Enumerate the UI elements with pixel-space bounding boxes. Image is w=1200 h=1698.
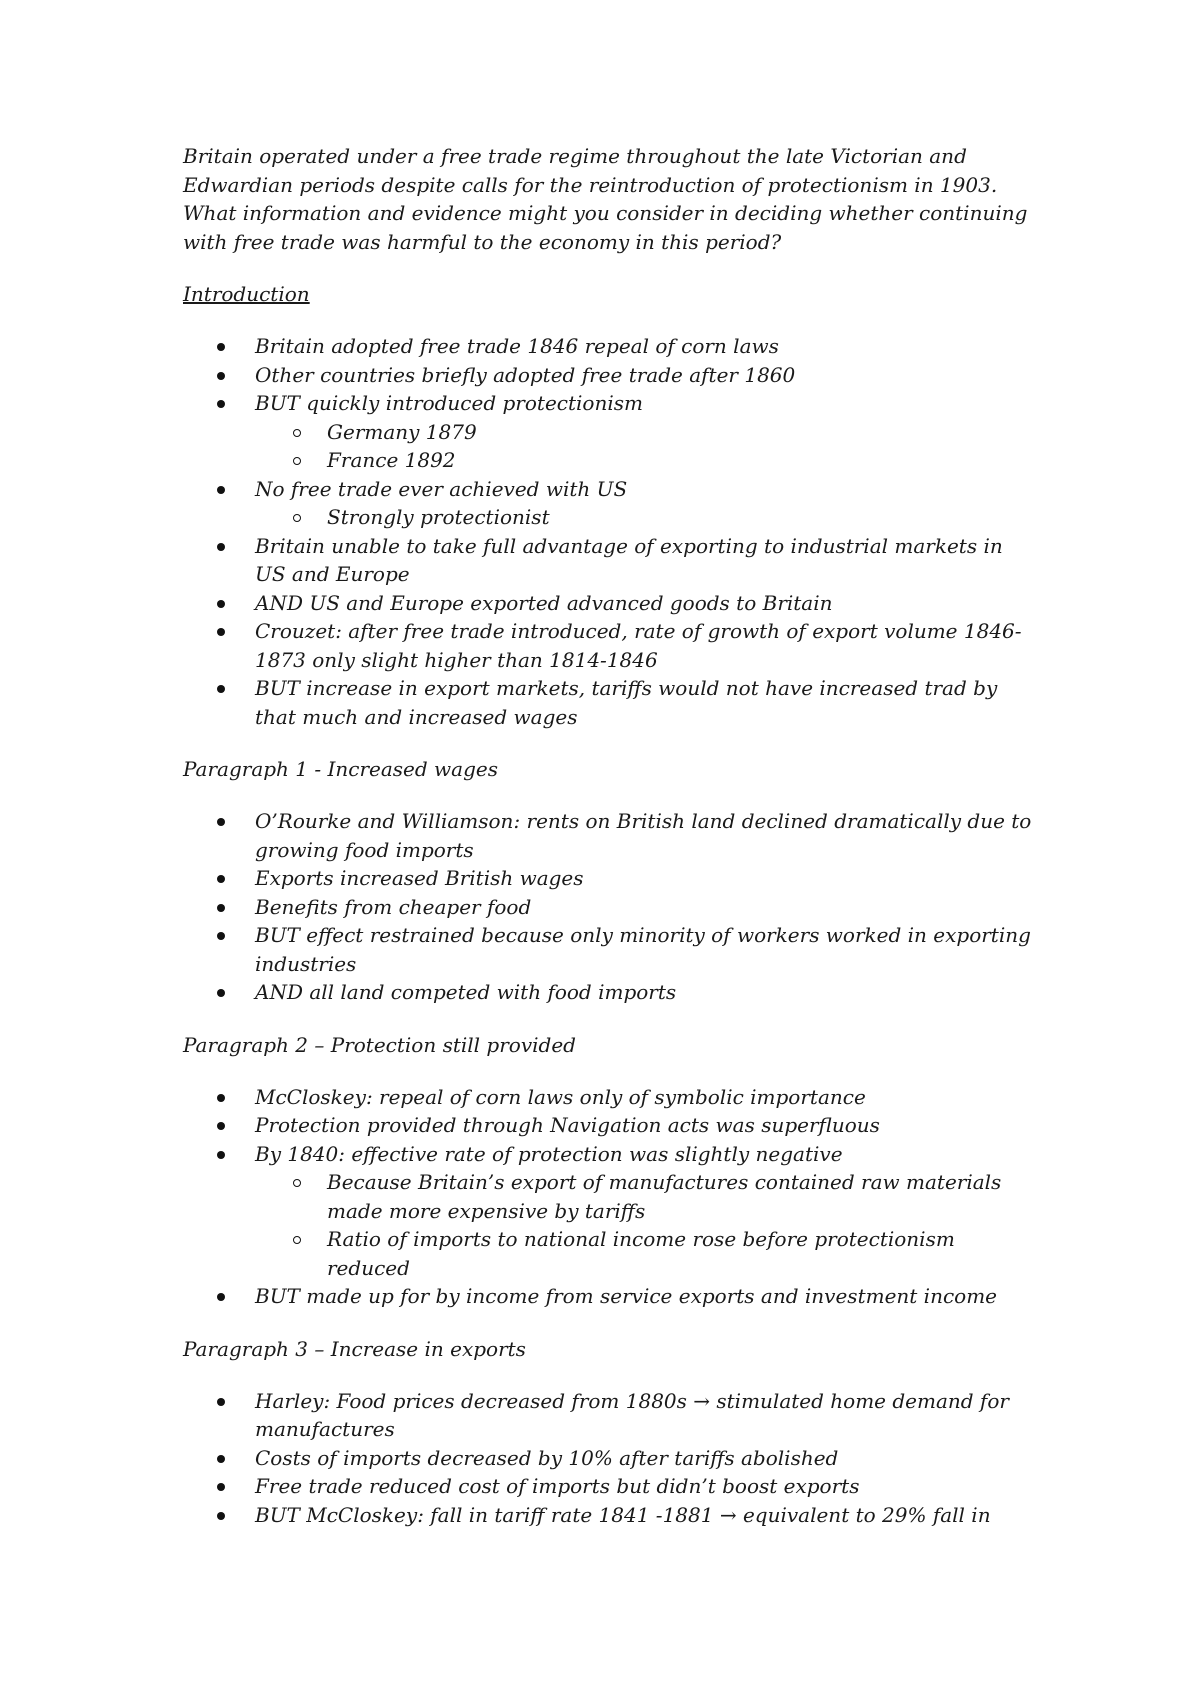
bullet-icon (217, 818, 225, 826)
list-item: O’Rourke and Williamson: rents on British land declined dramatically due to growing food imports (183, 807, 1033, 864)
paragraph1-heading: Paragraph 1 - Increased wages (183, 757, 498, 781)
document-page (183, 142, 1033, 1529)
sub-list (255, 503, 1033, 532)
bullet-icon (217, 400, 225, 408)
essay-question (183, 142, 1033, 256)
list-item: Protection provided through Navigation acts was superfluous (183, 1111, 1033, 1140)
introduction-heading: Introduction (183, 282, 310, 306)
circle-bullet-icon (293, 457, 301, 465)
bullet-icon (217, 543, 225, 551)
question-line: What information and evidence might you consider in deciding whether continuing (183, 201, 1028, 225)
list-item: Britain adopted free trade 1846 repeal of corn laws (183, 332, 1033, 361)
circle-bullet-icon (293, 514, 301, 522)
list-item: Crouzet: after free trade introduced, rate of growth of export volume 1846- 1873 only slight higher than 1814-1846 (183, 617, 1033, 674)
paragraph2-heading: Paragraph 2 – Protection still provided (183, 1032, 576, 1057)
bullet-icon (217, 1094, 225, 1102)
bullet-icon (217, 932, 225, 940)
list-item: BUT quickly introduced protectionism Germany 1879 France 1892 (183, 389, 1033, 475)
question-line: with free trade was harmful to the economy in this period? (183, 229, 782, 254)
list-item: Exports increased British wages (183, 864, 1033, 893)
bullet-icon (217, 685, 225, 693)
bullet-icon (217, 1512, 225, 1520)
sub-list-item: Germany 1879 (255, 418, 1033, 447)
sub-list (255, 418, 1033, 475)
circle-bullet-icon (293, 429, 301, 437)
list-item: BUT McCloskey: fall in tariff rate 1841 -1881 → equivalent to 29% fall in (183, 1501, 1033, 1530)
paragraph3-list (183, 1387, 1033, 1530)
bullet-icon (217, 343, 225, 351)
list-item: Britain unable to take full advantage of exporting to industrial markets in US and Europe (183, 532, 1033, 589)
bullet-icon (217, 486, 225, 494)
bullet-icon (217, 1293, 225, 1301)
list-item: BUT made up for by income from service exports and investment income (183, 1282, 1033, 1311)
list-item: Benefits from cheaper food (183, 893, 1033, 922)
bullet-icon (217, 372, 225, 380)
bullet-icon (217, 1122, 225, 1130)
bullet-icon (217, 600, 225, 608)
bullet-icon (217, 989, 225, 997)
list-item: Harley: Food prices decreased from 1880s → stimulated home demand for manufactures (183, 1387, 1033, 1444)
list-item: Free trade reduced cost of imports but didn’t boost exports (183, 1472, 1033, 1501)
paragraph2-list (183, 1083, 1033, 1311)
bullet-icon (217, 1398, 225, 1406)
bullet-icon (217, 875, 225, 883)
list-item: AND all land competed with food imports (183, 978, 1033, 1007)
list-item: No free trade ever achieved with US Strongly protectionist (183, 475, 1033, 532)
list-item: BUT effect restrained because only minority of workers worked in exporting industries (183, 921, 1033, 978)
bullet-icon (217, 1483, 225, 1491)
paragraph3-heading: Paragraph 3 – Increase in exports (183, 1336, 526, 1361)
list-item: Costs of imports decreased by 10% after tariffs abolished (183, 1444, 1033, 1473)
question-line: Edwardian periods despite calls for the reintroduction of protectionism in 1903. (183, 172, 998, 197)
bullet-icon (217, 628, 225, 636)
sub-list (255, 1168, 1033, 1282)
sub-list-item: Because Britain’s export of manufactures contained raw materials made more expensive by tariffs (255, 1168, 1033, 1225)
sub-list-item: Ratio of imports to national income rose before protectionism reduced (255, 1225, 1033, 1282)
introduction-list (183, 332, 1033, 731)
bullet-icon (217, 904, 225, 912)
list-item: BUT increase in export markets, tariffs would not have increased trad by that much and increased wages (183, 674, 1033, 731)
list-item: AND US and Europe exported advanced goods to Britain (183, 589, 1033, 618)
bullet-icon (217, 1455, 225, 1463)
paragraph1-list (183, 807, 1033, 1007)
list-item: McCloskey: repeal of corn laws only of symbolic importance (183, 1083, 1033, 1112)
bullet-icon (217, 1151, 225, 1159)
sub-list-item: France 1892 (255, 446, 1033, 475)
list-item: By 1840: effective rate of protection was slightly negative Because Britain’s export of manufactures contained raw materials made more expensive by tariffs Ratio of imports to national income rose before protectionism reduced (183, 1140, 1033, 1283)
circle-bullet-icon (293, 1236, 301, 1244)
question-line: Britain operated under a free trade regime throughout the late Victorian and (183, 144, 967, 168)
sub-list-item: Strongly protectionist (255, 503, 1033, 532)
circle-bullet-icon (293, 1179, 301, 1187)
list-item: Other countries briefly adopted free trade after 1860 (183, 361, 1033, 390)
